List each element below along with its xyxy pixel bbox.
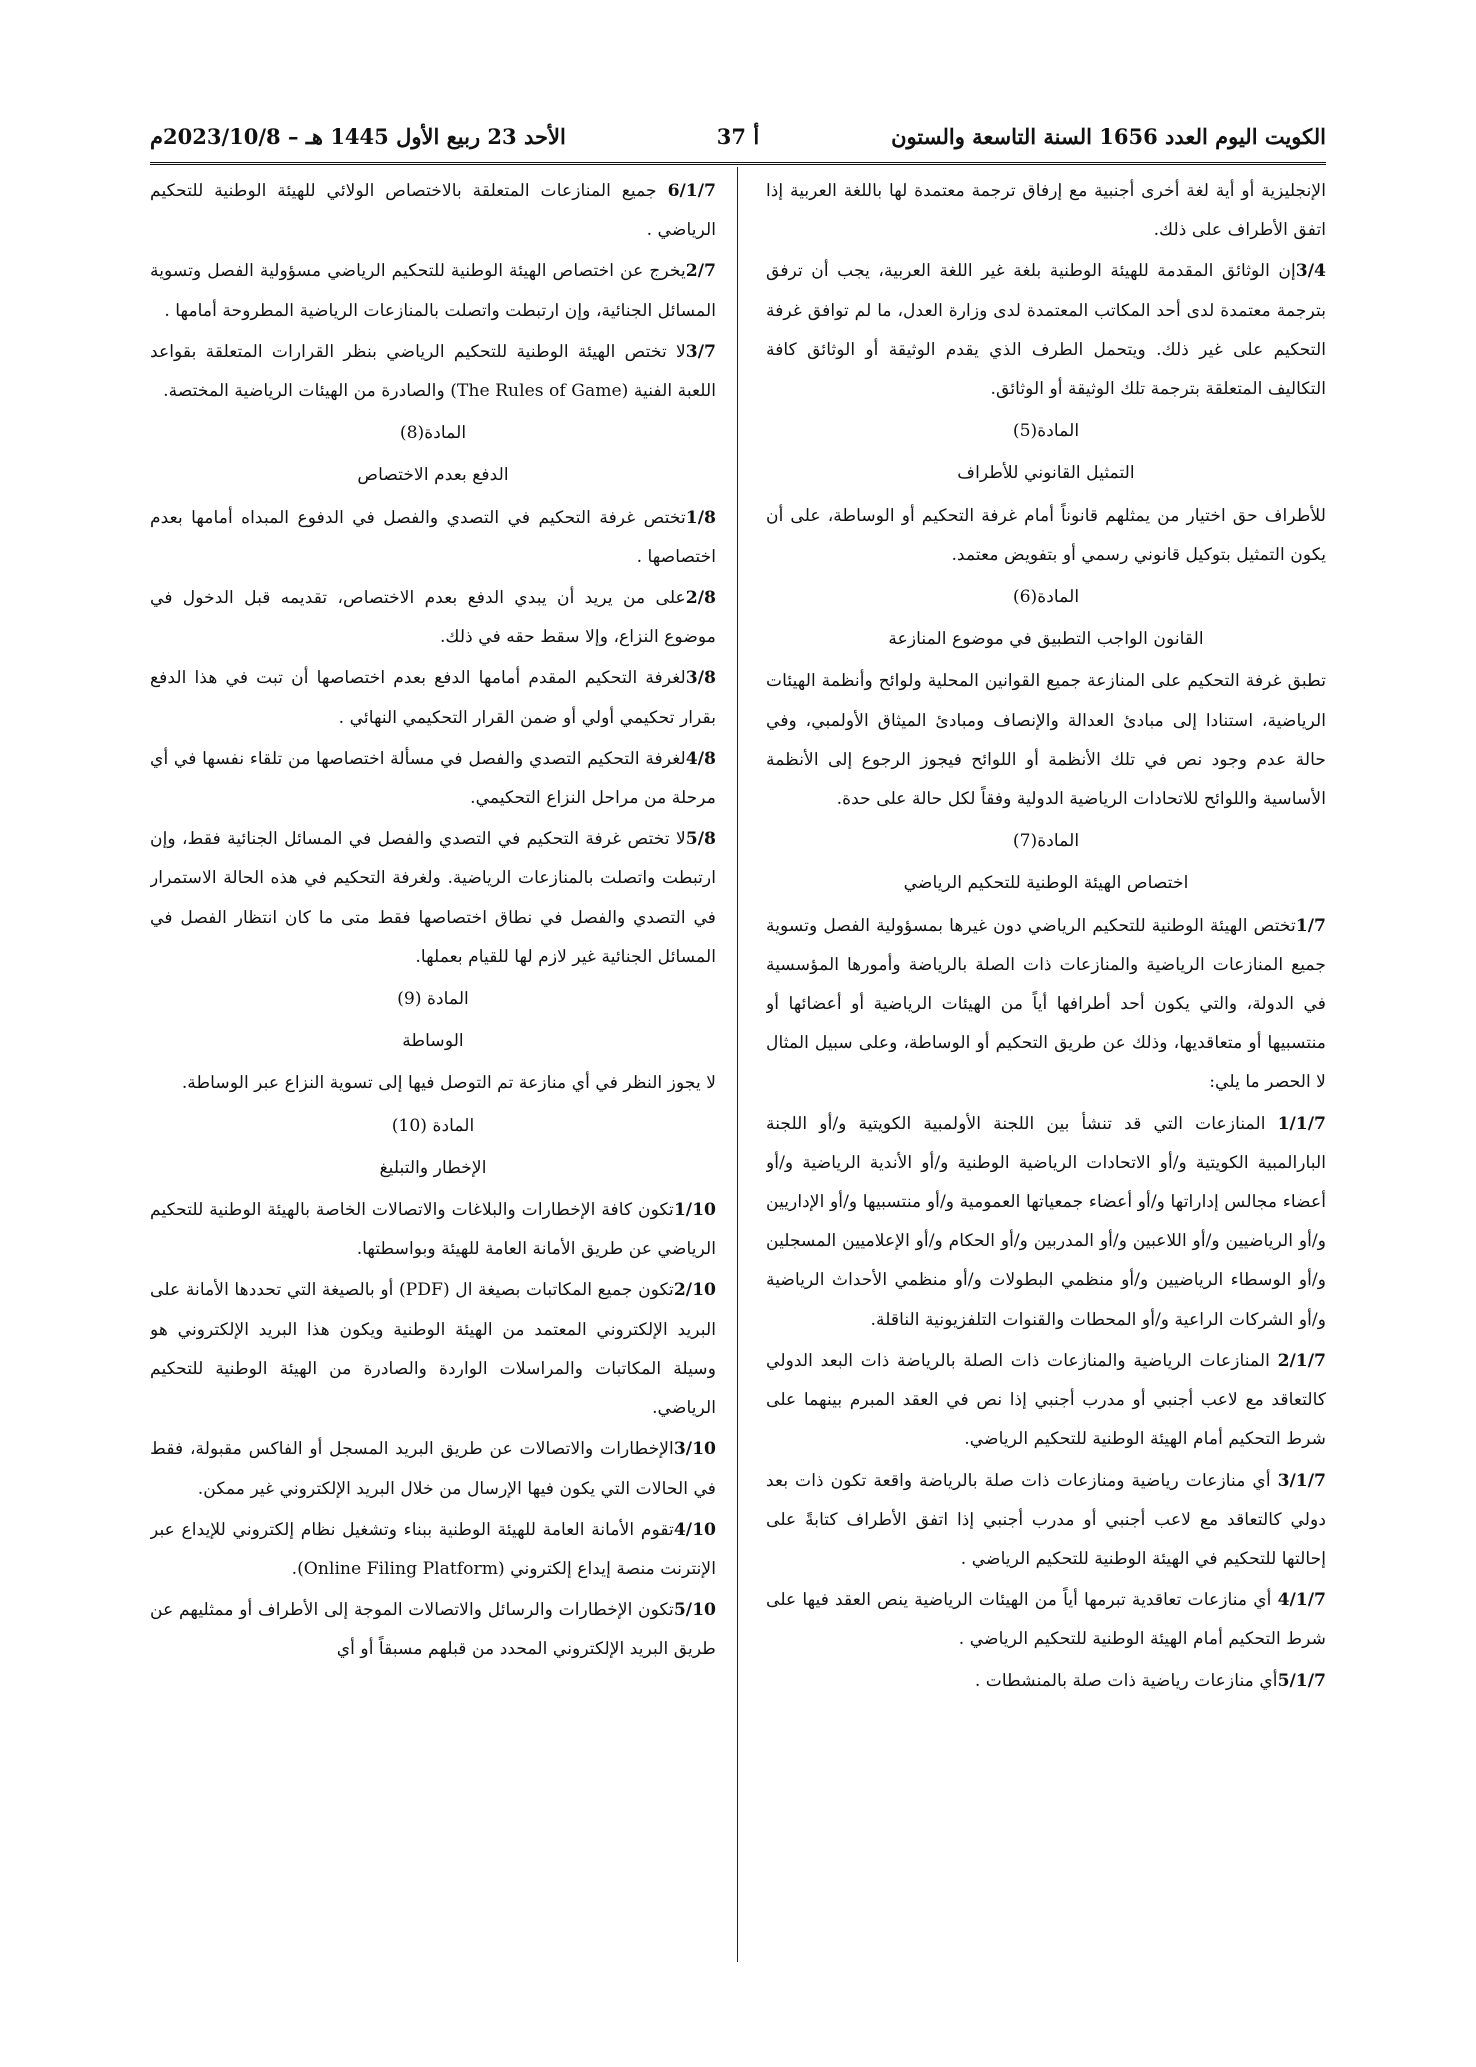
- clause-number: 1/10: [673, 1200, 716, 1221]
- paragraph: [766, 497, 1326, 575]
- paragraph: [150, 172, 716, 250]
- paragraph-text: تختص الهيئة الوطنية للتحكيم الرياضي دون غيرها بمسؤولية الفصل وتسوية جميع المنازعات الرياضية والمنازعات ذات الصلة بالرياضة وأمورها المؤسسية في الدولة، والتي يكون أحد أطرافها أياً من الهيئات الرياضية أو أعضائها أو منتسبيها أو متعاقديها، وذلك عن طريق التحكيم أو الوساطة، وعلى سبيل المثال لا الحصر ما يلي:: [766, 915, 1326, 1093]
- paragraph-text: تكون جميع المكاتبات بصيغة ال (PDF) أو بالصيغة التي تحددها الأمانة على البريد الإلكتروني المعتمد من الهيئة الوطنية ويكون هذا البريد الإلكتروني هو وسيلة المكاتبات والمراسلات الواردة والصادرة من الهيئة الوطنية للتحكيم الرياضي.: [150, 1280, 716, 1419]
- paragraph-text: أي منازعات رياضية ذات صلة بالمنشطات .: [974, 1670, 1278, 1691]
- left-column: [150, 172, 716, 1972]
- section-heading: المادة (9): [397, 989, 469, 1010]
- paragraph-text: لغرفة التحكيم المقدم أمامها الدفع بعدم اختصاصها أن تبت في هذا الدفع بقرار تحكيمي أولي أو ضمن القرار التحكيمي النهائي .: [150, 668, 716, 728]
- section-heading: المادة (10): [391, 1115, 475, 1136]
- paragraph-text: الإنجليزية أو أية لغة أخرى أجنبية مع إرفاق ترجمة معتمدة لها باللغة العربية إذا اتفق الأطراف على ذلك.: [766, 181, 1326, 241]
- paragraph: [150, 1511, 716, 1589]
- paragraph-text: لا تختص غرفة التحكيم في التصدي والفصل في المسائل الجنائية فقط، وإن ارتبطت واتصلت بالمنازعات الرياضية. ولغرفة التحكيم في هذه الحالة الاستمرار في التصدي والفصل في نطاق اختصاصها فقط متى ما كان انتظار الفصل في المسائل الجنائية غير لازم لها للقيام بعملها.: [150, 829, 716, 967]
- section-heading: اختصاص الهيئة الوطنية للتحكيم الرياضي: [903, 873, 1189, 894]
- clause-number: 2/8: [685, 588, 716, 609]
- paragraph: [150, 333, 716, 411]
- clause-number: 6/1/7: [667, 181, 716, 201]
- clause-number: 1/7: [1295, 915, 1326, 936]
- paragraph: [150, 1430, 716, 1508]
- paragraph-text: تكون الإخطارات والرسائل والاتصالات الموجة إلى الأطراف أو ممثليهم عن طريق البريد الإلكتروني المحدد من قبلهم مسبقاً أو أي: [150, 1600, 716, 1660]
- clause-number: 2/7: [685, 261, 716, 282]
- section-heading: المادة(8): [399, 423, 467, 444]
- paragraph-text: تقوم الأمانة العامة للهيئة الوطنية ببناء وتشغيل نظام إلكتروني للإيداع عبر الإنترنت منصة إيداع إلكتروني (Online Filing Platform).: [150, 1519, 716, 1579]
- paragraph: [766, 252, 1326, 409]
- paragraph-text: تختص غرفة التحكيم في التصدي والفصل في الدفوع المبداه أمامها بعدم اختصاصها .: [150, 507, 716, 567]
- right-column: [766, 172, 1326, 1972]
- clause-number: 3/4: [1295, 261, 1326, 282]
- clause-number: 4/10: [673, 1519, 716, 1540]
- paragraph: [150, 252, 716, 330]
- paragraph-text: المنازعات التي قد تنشأ بين اللجنة الأولمبية الكويتية و/أو اللجنة البارالمبية الكويتية و/أو الاتحادات الرياضية الوطنية و/أو الأندية الرياضية و/أو أعضاء مجالس إداراتها و/أو أعضاء جمعياتها العمومية و/أو منتسبيها و/أو الإداريين و/أو الرياضيين و/أو اللاعبين و/أو المدربين و/أو الحكام و/أو الإعلاميين المسجلين و/أو الوسطاء الرياضيين و/أو منظمي البطولات و/أو منظمي الأحداث الرياضية و/أو الشركات الراعية و/أو المحطات والقنوات التلفزيونية الناقلة.: [766, 1113, 1326, 1330]
- paragraph: [766, 1105, 1326, 1340]
- clause-number: 3/10: [673, 1439, 716, 1460]
- paragraph: [150, 499, 716, 577]
- issue-date: الأحد 23 ربيع الأول 1445 هـ – 2023/10/8م: [150, 124, 566, 149]
- paragraph-text: جميع المنازعات المتعلقة بالاختصاص الولائي للهيئة الوطنية للتحكيم الرياضي .: [150, 181, 716, 241]
- paragraph: [150, 820, 716, 977]
- clause-number: 2/10: [673, 1280, 716, 1301]
- paragraph-text: تكون كافة الإخطارات والبلاغات والاتصالات الخاصة بالهيئة الوطنية للتحكيم الرياضي عن طريق الأمانة العامة للهيئة وبواسطتها.: [150, 1200, 716, 1260]
- paragraph-text: لا يجوز النظر في أي منازعة تم التوصل فيها إلى تسوية النزاع عبر الوساطة.: [181, 1073, 716, 1094]
- paragraph: [150, 740, 716, 818]
- paragraph: [150, 659, 716, 737]
- page-header: [150, 118, 1326, 158]
- paragraph-text: أي منازعات تعاقدية تبرمها أياً من الهيئات الرياضية ينص العقد فيها على شرط التحكيم أمام الهيئة الوطنية للتحكيم الرياضي .: [766, 1590, 1326, 1650]
- clause-number: 4/8: [685, 748, 716, 769]
- paragraph-text: لغرفة التحكيم التصدي والفصل في مسألة اختصاصها من تلقاء نفسها في أي مرحلة من مراحل النزاع التحكيمي.: [150, 748, 716, 809]
- paragraph-text: لا تختص الهيئة الوطنية للتحكيم الرياضي بنظر القرارات المتعلقة بقواعد اللعبة الفنية (The Rules of Game) والصادرة من الهيئات الرياضية المختصة.: [150, 341, 716, 402]
- clause-number: 4/1/7: [1277, 1590, 1326, 1611]
- paragraph: [766, 662, 1326, 819]
- paragraph-text: أي منازعات رياضية ومنازعات ذات صلة بالرياضة واقعة تكون ذات بعد دولي كالتعاقد مع لاعب أجنبي أو مدرب أجنبي إذا اتفق الأطراف كتابةً على إحالتها للتحكيم في الهيئة الوطنية للتحكيم الرياضي .: [766, 1470, 1326, 1569]
- clause-number: 5/1/7: [1277, 1670, 1326, 1691]
- paragraph: [766, 1342, 1326, 1460]
- paragraph: [150, 1191, 716, 1269]
- paragraph: [766, 907, 1326, 1103]
- paragraph: [766, 1462, 1326, 1580]
- paragraph-text: يخرج عن اختصاص الهيئة الوطنية للتحكيم الرياضي مسؤولية الفصل وتسوية المسائل الجنائية، وإن ارتبطت واتصلت بالمنازعات الرياضية المطروحة أمامها .: [150, 261, 716, 321]
- clause-number: 3/1/7: [1277, 1470, 1326, 1491]
- clause-number: 2/1/7: [1277, 1350, 1326, 1371]
- paragraph: [150, 1591, 716, 1669]
- column-divider: [737, 167, 738, 1962]
- paragraph: [766, 1581, 1326, 1659]
- section-heading: التمثيل القانوني للأطراف: [957, 463, 1135, 484]
- issue-info: الكويت اليوم العدد 1656 السنة التاسعة والستون: [891, 124, 1326, 149]
- section-heading: القانون الواجب التطبيق في موضوع المنازعة: [888, 629, 1204, 650]
- paragraph: [150, 1064, 716, 1103]
- clause-number: 1/8: [685, 507, 716, 528]
- paragraph-text: على من يريد أن يبدي الدفع بعدم الاختصاص، تقديمه قبل الدخول في موضوع النزاع، وإلا سقط حقه في ذلك.: [150, 588, 716, 648]
- section-heading: المادة(7): [1012, 831, 1080, 852]
- paragraph: [150, 1271, 716, 1428]
- paragraph: [766, 1662, 1326, 1701]
- clause-number: 3/8: [685, 668, 716, 689]
- clause-number: 1/1/7: [1277, 1113, 1326, 1134]
- paragraph: [766, 172, 1326, 250]
- paragraph-text: إن الوثائق المقدمة للهيئة الوطنية بلغة غير اللغة العربية، يجب أن ترفق بترجمة معتمدة لدى أحد المكاتب المعتمدة لدى وزارة العدل، ما لم توافق غرفة التحكيم على غير ذلك. ويتحمل الطرف الذي يقدم الوثيقة أو الوثائق كافة التكاليف المتعلقة بترجمة تلك الوثيقة أو الوثائق.: [766, 261, 1326, 400]
- section-heading: الإخطار والتبليغ: [379, 1157, 487, 1178]
- clause-number: 5/8: [685, 829, 716, 850]
- paragraph-text: المنازعات الرياضية والمنازعات ذات الصلة بالرياضة ذات البعد الدولي كالتعاقد مع لاعب أجنبي أو مدرب أجنبي إذا نص في العقد المبرم بينهما على شرط التحكيم أمام الهيئة الوطنية للتحكيم الرياضي.: [766, 1350, 1326, 1450]
- section-heading: الدفع بعدم الاختصاص: [357, 465, 509, 486]
- paragraph-text: للأطراف حق اختيار من يمثلهم قانوناً أمام غرفة التحكيم أو الوساطة، على أن يكون التمثيل بتوكيل قانوني رسمي أو بتفويض معتمد.: [766, 505, 1326, 565]
- paragraph-text: الإخطارات والاتصالات عن طريق البريد المسجل أو الفاكس مقبولة، فقط في الحالات التي يكون فيها الإرسال من خلال البريد الإلكتروني غير ممكن.: [150, 1439, 716, 1499]
- paragraph-text: تطبق غرفة التحكيم على المنازعة جميع القوانين المحلية ولوائح وأنظمة الهيئات الرياضية، استنادا إلى مبادئ العدالة والإنصاف ومبادئ الميثاق الأولمبي، وفي حالة عدم وجود نص في تلك الأنظمة أو اللوائح فيجوز الرجوع إلى الأنظمة الأساسية واللوائح للاتحادات الرياضية الدولية وفقاً لكل حالة على حدة.: [766, 671, 1326, 810]
- paragraph: [150, 579, 716, 657]
- section-heading: الوساطة: [402, 1031, 464, 1052]
- header-rule: [150, 162, 1326, 165]
- page-number: أ 37: [716, 124, 760, 149]
- clause-number: 3/7: [685, 341, 716, 362]
- section-heading: المادة(5): [1012, 421, 1080, 442]
- clause-number: 5/10: [673, 1600, 716, 1621]
- section-heading: المادة(6): [1012, 587, 1080, 608]
